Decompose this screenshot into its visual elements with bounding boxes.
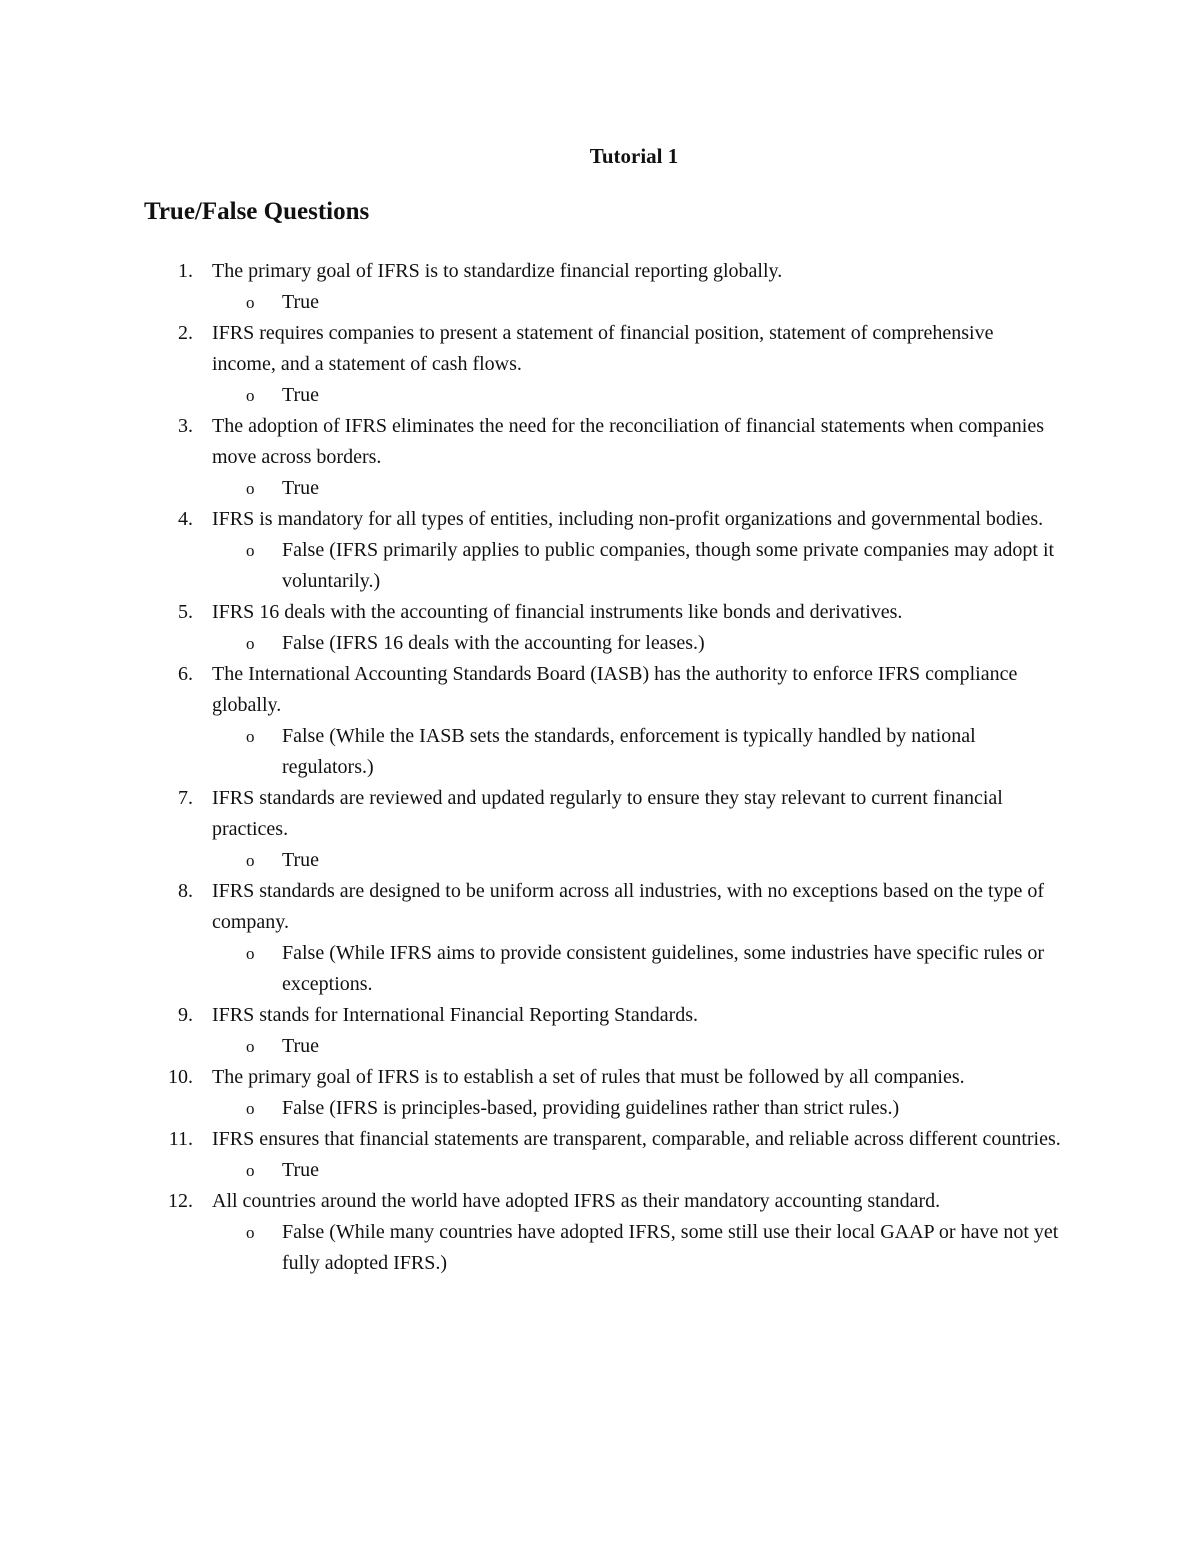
question-number: 6.	[178, 663, 193, 685]
question-text: IFRS stands for International Financial Reporting Standards.	[212, 1004, 699, 1026]
answer-text: False (IFRS 16 deals with the accounting for leases.)	[282, 632, 705, 654]
question-text: The International Accounting Standards Board (IASB) has the authority to enforce IFRS compliance globally.	[212, 663, 1018, 716]
question-item	[0, 318, 1200, 411]
answer-item	[0, 721, 1200, 783]
question-number: 10.	[168, 1066, 193, 1088]
question-number: 3.	[178, 415, 193, 437]
question-text: IFRS is mandatory for all types of entities, including non-profit organizations and governmental bodies.	[212, 508, 1044, 530]
question-number: 5.	[178, 601, 193, 623]
question-number: 12.	[168, 1190, 193, 1212]
answer-item	[0, 1155, 1200, 1186]
question-item	[0, 1124, 1200, 1186]
question-text: IFRS requires companies to present a statement of financial position, statement of comprehensive income, and a statement of cash flows.	[212, 322, 994, 375]
question-text: The primary goal of IFRS is to standardize financial reporting globally.	[212, 260, 783, 282]
question-number: 2.	[178, 322, 193, 344]
section-heading: True/False Questions	[144, 198, 370, 225]
question-list	[0, 256, 1200, 1279]
question-number: 7.	[178, 787, 193, 809]
question-item	[0, 876, 1200, 1000]
question-item	[0, 411, 1200, 504]
question-text: The primary goal of IFRS is to establish a set of rules that must be followed by all companies.	[212, 1066, 965, 1088]
question-text: All countries around the world have adopted IFRS as their mandatory accounting standard.	[212, 1190, 941, 1212]
answer-text: True	[282, 1035, 320, 1057]
question-text: IFRS standards are reviewed and updated regularly to ensure they stay relevant to current financial practices.	[212, 787, 1003, 840]
question-item	[0, 597, 1200, 659]
answer-item	[0, 845, 1200, 876]
answer-item	[0, 380, 1200, 411]
answer-item	[0, 1093, 1200, 1124]
answer-item	[0, 1031, 1200, 1062]
bullet-icon: o	[246, 541, 255, 560]
answer-item	[0, 938, 1200, 1000]
bullet-icon: o	[246, 1037, 255, 1056]
answer-text: True	[282, 384, 320, 406]
answer-text: False (IFRS primarily applies to public companies, though some private companies may adopt it voluntarily.)	[282, 539, 1055, 592]
answer-text: True	[282, 291, 320, 313]
question-text: IFRS standards are designed to be uniform across all industries, with no exceptions based on the type of company.	[212, 880, 1045, 933]
bullet-icon: o	[246, 1099, 255, 1118]
answer-text: False (IFRS is principles-based, providing guidelines rather than strict rules.)	[282, 1097, 900, 1119]
question-number: 9.	[178, 1004, 193, 1026]
question-item	[0, 659, 1200, 783]
question-item	[0, 1062, 1200, 1124]
answer-text: True	[282, 477, 320, 499]
bullet-icon: o	[246, 479, 255, 498]
bullet-icon: o	[246, 851, 255, 870]
bullet-icon: o	[246, 944, 255, 963]
answer-item	[0, 287, 1200, 318]
bullet-icon: o	[246, 1161, 255, 1180]
question-number: 4.	[178, 508, 193, 530]
question-text: IFRS 16 deals with the accounting of financial instruments like bonds and derivatives.	[212, 601, 903, 623]
bullet-icon: o	[246, 727, 255, 746]
question-number: 8.	[178, 880, 193, 902]
bullet-icon: o	[246, 293, 255, 312]
answer-text: True	[282, 849, 320, 871]
question-text: IFRS ensures that financial statements are transparent, comparable, and reliable across different countries.	[212, 1128, 1061, 1150]
question-text: The adoption of IFRS eliminates the need for the reconciliation of financial statements when companies move across borders.	[212, 415, 1044, 468]
question-number: 11.	[168, 1128, 193, 1150]
question-item	[0, 783, 1200, 876]
answer-text: False (While IFRS aims to provide consistent guidelines, some industries have specific rules or exceptions.	[282, 942, 1045, 995]
answer-text: False (While the IASB sets the standards, enforcement is typically handled by national regulators.)	[282, 725, 976, 778]
answer-text: False (While many countries have adopted IFRS, some still use their local GAAP or have not yet fully adopted IFRS.)	[282, 1221, 1059, 1274]
answer-item	[0, 1217, 1200, 1279]
bullet-icon: o	[246, 634, 255, 653]
question-number: 1.	[178, 260, 193, 282]
question-item	[0, 1000, 1200, 1062]
answer-item	[0, 535, 1200, 597]
bullet-icon: o	[246, 1223, 255, 1242]
page-title: Tutorial 1	[589, 144, 679, 168]
question-item	[0, 504, 1200, 597]
bullet-icon: o	[246, 386, 255, 405]
question-item	[0, 1186, 1200, 1279]
question-item	[0, 256, 1200, 318]
answer-text: True	[282, 1159, 320, 1181]
answer-item	[0, 628, 1200, 659]
answer-item	[0, 473, 1200, 504]
